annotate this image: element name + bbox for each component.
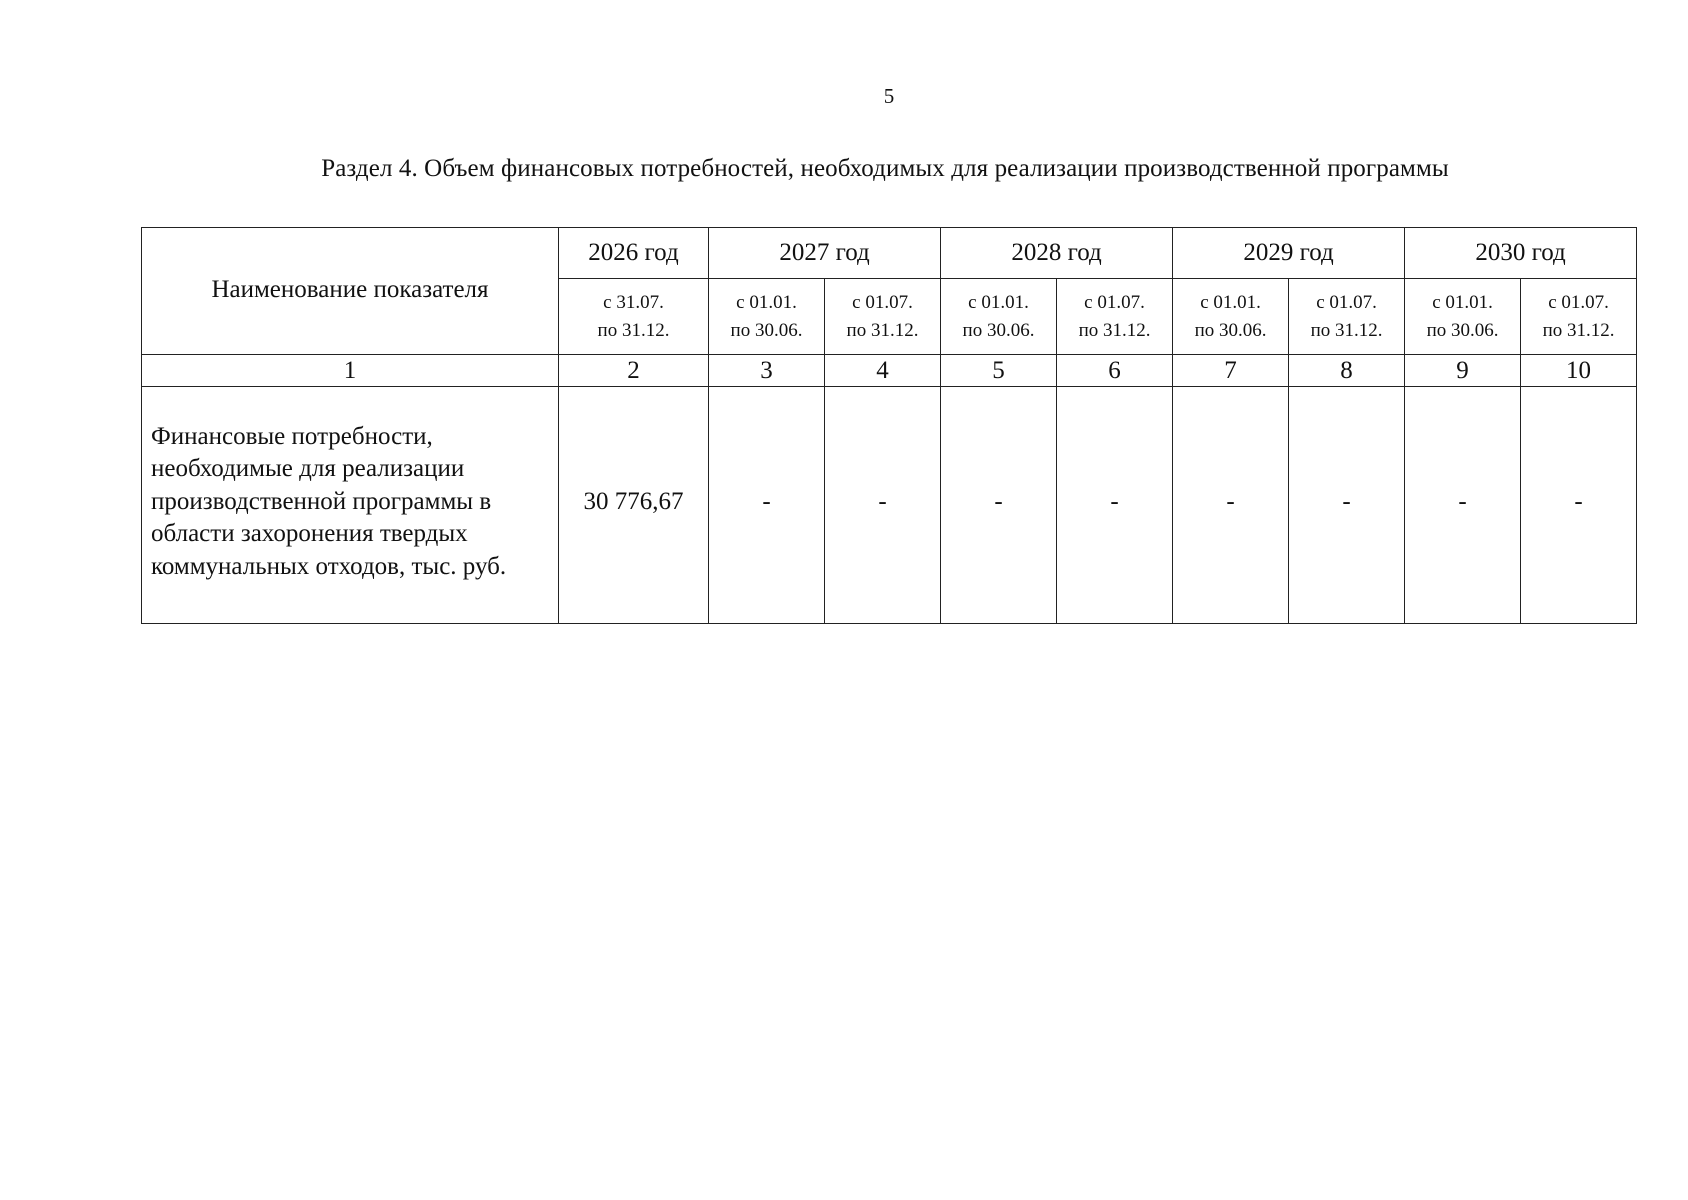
- value-cell: -: [1289, 387, 1405, 624]
- period-from: с 01.07.: [1548, 291, 1609, 313]
- section-title: Раздел 4. Объем финансовых потребностей, необходимых для реализации производственной программы: [321, 155, 1449, 182]
- period-from: с 01.01.: [1432, 291, 1493, 313]
- financial-needs-table: [141, 227, 1637, 624]
- period-header: [1289, 279, 1405, 355]
- column-number: 7: [1173, 355, 1289, 387]
- value-cell: -: [709, 387, 825, 624]
- indicator-name-header: Наименование показателя: [142, 228, 559, 355]
- period-to: по 30.06.: [1426, 319, 1499, 341]
- period-header: [559, 279, 709, 355]
- year-header-2030: 2030 год: [1405, 228, 1637, 279]
- page-number: 5: [883, 84, 895, 108]
- year-header-2026: 2026 год: [559, 228, 709, 279]
- period-to: по 30.06.: [730, 319, 803, 341]
- column-number: 8: [1289, 355, 1405, 387]
- column-number: 4: [825, 355, 941, 387]
- period-header: [709, 279, 825, 355]
- year-header-row: [142, 228, 1637, 279]
- column-number: 10: [1521, 355, 1637, 387]
- period-header: [825, 279, 941, 355]
- period-header: [941, 279, 1057, 355]
- year-header-2028: 2028 год: [941, 228, 1173, 279]
- period-header: [1057, 279, 1173, 355]
- period-from: с 01.01.: [968, 291, 1029, 313]
- column-number: 5: [941, 355, 1057, 387]
- period-header: [1405, 279, 1521, 355]
- period-to: по 30.06.: [962, 319, 1035, 341]
- value-cell: -: [941, 387, 1057, 624]
- period-header: [1173, 279, 1289, 355]
- table-row: [142, 387, 1637, 624]
- value-cell: -: [1057, 387, 1173, 624]
- period-from: с 01.07.: [1084, 291, 1145, 313]
- period-from: с 31.07.: [603, 291, 664, 313]
- value-cell: -: [1405, 387, 1521, 624]
- indicator-name: Финансовые потребности, необходимые для реализации производственной программы в области захоронения твердых коммунальных отходов, тыс. руб.: [142, 387, 559, 624]
- column-number: 1: [142, 355, 559, 387]
- column-number: 9: [1405, 355, 1521, 387]
- period-from: с 01.07.: [852, 291, 913, 313]
- period-to: по 31.12.: [846, 319, 919, 341]
- value-cell: 30 776,67: [559, 387, 709, 624]
- period-header: [1521, 279, 1637, 355]
- value-cell: -: [1521, 387, 1637, 624]
- column-number: 3: [709, 355, 825, 387]
- period-to: по 30.06.: [1194, 319, 1267, 341]
- period-from: с 01.01.: [1200, 291, 1261, 313]
- column-number: 6: [1057, 355, 1173, 387]
- value-cell: -: [1173, 387, 1289, 624]
- column-number: 2: [559, 355, 709, 387]
- year-header-2029: 2029 год: [1173, 228, 1405, 279]
- period-to: по 31.12.: [1310, 319, 1383, 341]
- period-to: по 31.12.: [597, 319, 670, 341]
- value-cell: -: [825, 387, 941, 624]
- period-from: с 01.01.: [736, 291, 797, 313]
- period-to: по 31.12.: [1078, 319, 1151, 341]
- period-to: по 31.12.: [1542, 319, 1615, 341]
- column-number-row: [142, 355, 1637, 387]
- period-from: с 01.07.: [1316, 291, 1377, 313]
- year-header-2027: 2027 год: [709, 228, 941, 279]
